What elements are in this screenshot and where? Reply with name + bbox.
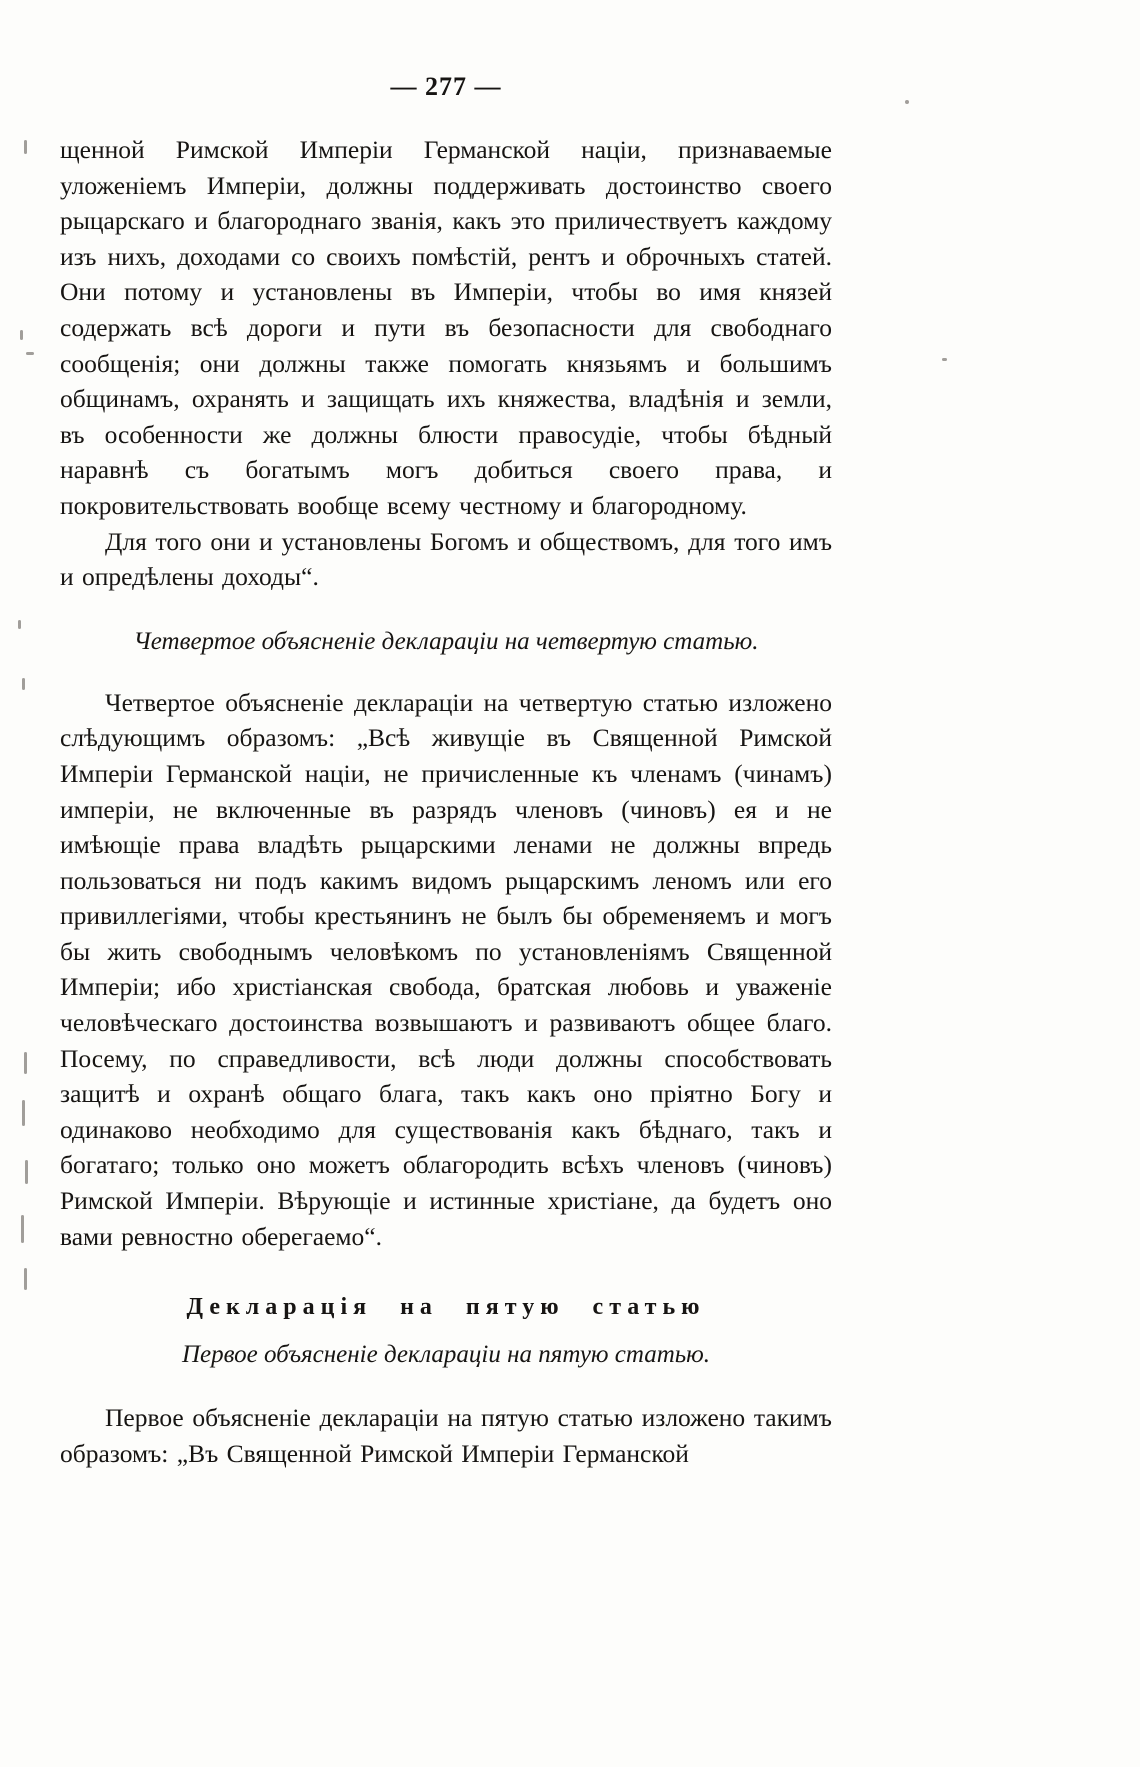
scan-artifact bbox=[21, 1215, 24, 1243]
section-heading-first-explanation: Первое объясненіе деклараціи на пятую статью. bbox=[181, 1341, 711, 1369]
paragraph-continuation: щенной Римской Имперіи Германской націи, признаваемые уложеніемъ Имперіи, должны поддерживать достоинство своего рыцарскаго и благороднаго званія, какъ это приличествуетъ каждому изъ нихъ, доходами со своихъ помѣстій, рентъ и оброчныхъ статей. Они потому и установлены въ Имперіи, чтобы во имя князей содержать всѣ дороги и пути въ безопасности для свободнаго сообщенія; они должны также помогать князьямъ и большимъ общинамъ, охранять и защищать ихъ княжества, владѣнія и земли, въ особенности же должны блюсти правосудіе, чтобы бѣдный наравнѣ съ богатымъ могъ добиться своего права, и покровительствовать вообще всему честному и благородному. bbox=[60, 135, 832, 520]
scan-artifact bbox=[20, 330, 23, 340]
scan-artifact bbox=[22, 678, 25, 690]
scan-artifact bbox=[24, 1268, 27, 1290]
paragraph: Для того они и установлены Богомъ и обществомъ, для того имъ и опредѣлены доходы“. bbox=[60, 526, 832, 592]
scan-artifact bbox=[22, 1100, 25, 1126]
section-heading-fourth-explanation: Четвертое объясненіе деклараціи на четвертую статью. bbox=[133, 627, 759, 655]
section-heading-declaration-fifth-article: Декларація на пятую статью bbox=[186, 1294, 706, 1321]
scan-artifact bbox=[18, 620, 21, 629]
scan-artifact bbox=[905, 100, 909, 104]
paragraph: Четвертое объясненіе деклараціи на четвертую статью изложено слѣдующимъ образомъ: „Всѣ живущіе въ Священной Римской Имперіи Германской націи, не причисленные къ членамъ (чинамъ) имперіи, не включенные въ разрядъ членовъ (чиновъ) ея и не имѣющіе права владѣть рыцарскими ленами не должны впредь пользоваться ни подъ какимъ видомъ рыцарскимъ леномъ или его привиллегіями, чтобы крестьянинъ не былъ бы обременяемъ и могъ бы жить свободнымъ человѣкомъ по установленіямъ Священной Имперіи; ибо христіанская свобода, братская любовь и уваженіе человѣческаго достоинства возвышаютъ и развиваютъ общее благо. Посему, по справедливости, всѣ люди должны способствовать защитѣ и охранѣ общаго блага, такъ какъ оно пріятно Богу и одинаково необходимо для существованія какъ бѣднаго, такъ и богатаго; только оно можетъ облагородить всѣхъ членовъ (чиновъ) Римской Имперіи. Вѣрующіе и истинные христіане, да будетъ оно вами ревностно оберегаемо“. bbox=[60, 687, 832, 1251]
scan-artifact bbox=[24, 1052, 27, 1074]
text-block bbox=[60, 72, 832, 1471]
scan-artifact bbox=[26, 352, 34, 355]
scan-artifact bbox=[942, 358, 947, 361]
scan-artifact bbox=[25, 1160, 28, 1184]
page-number: — 277 — bbox=[390, 72, 502, 101]
paragraph: Первое объясненіе деклараціи на пятую статью изложено такимъ образомъ: „Въ Священной Римской Имперіи Германской bbox=[60, 1403, 832, 1468]
scan-artifact bbox=[24, 140, 27, 154]
